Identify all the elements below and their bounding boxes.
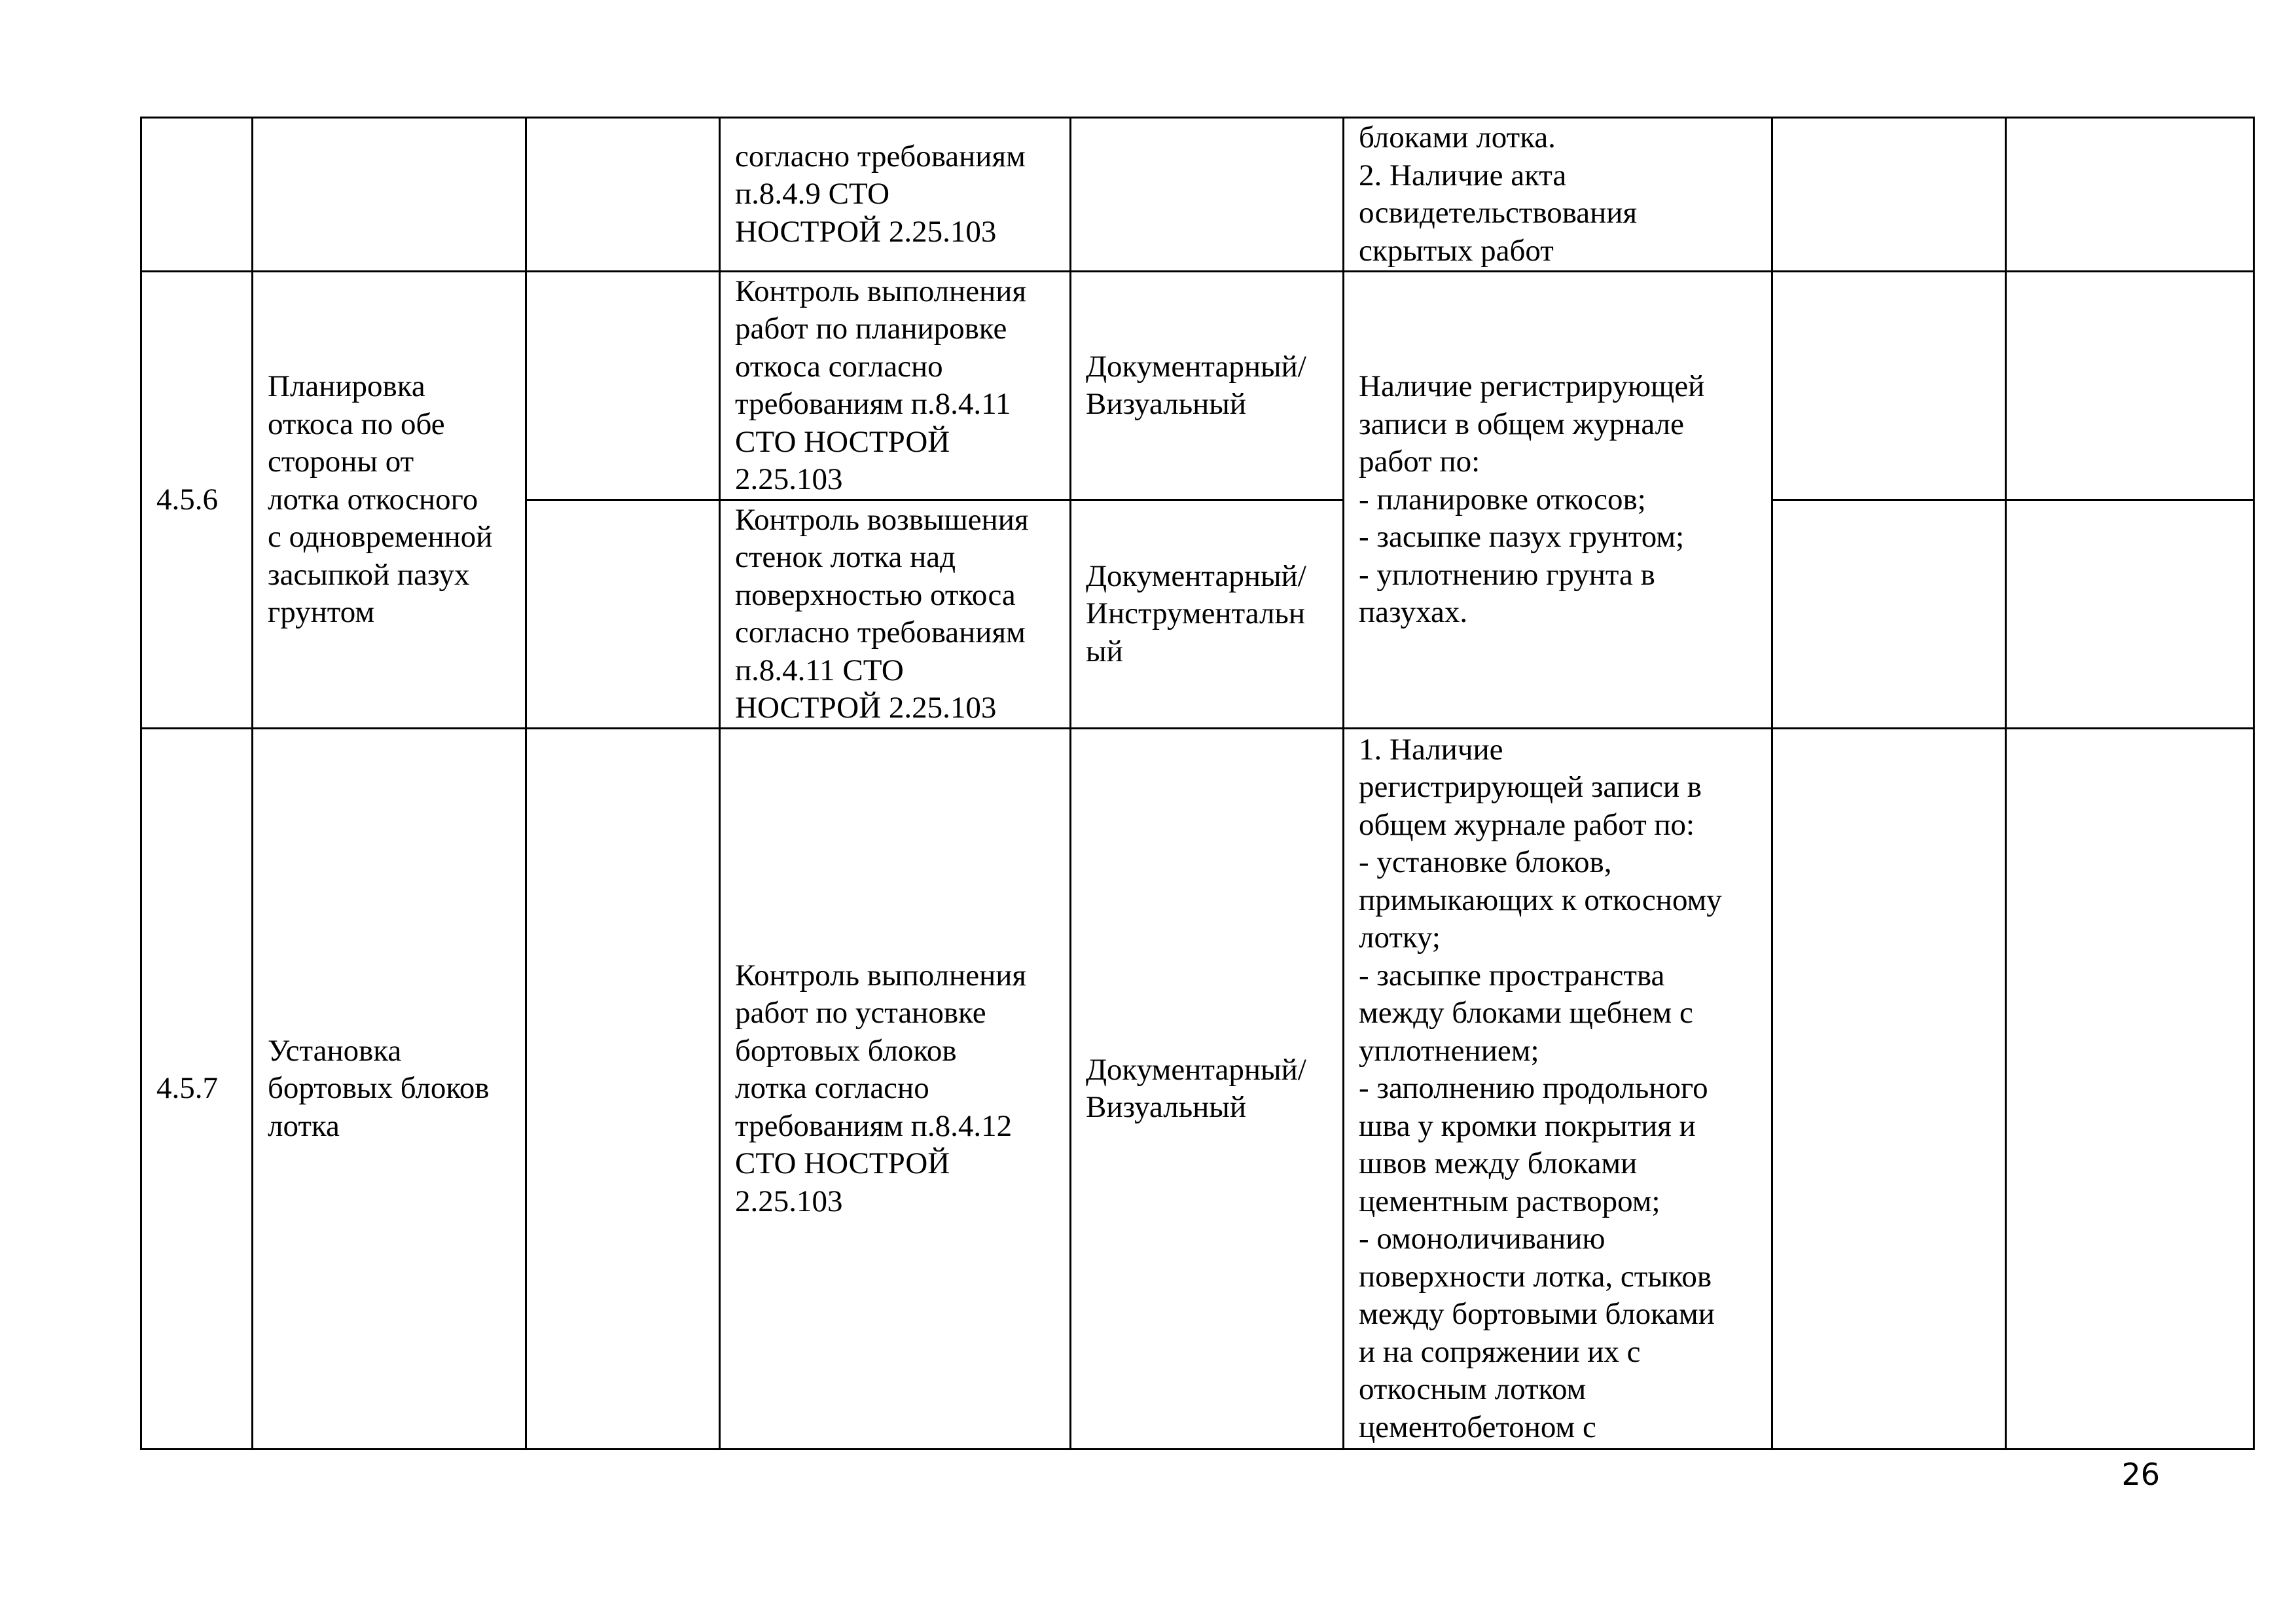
table-row <box>141 272 2254 500</box>
cell-documentation <box>1344 272 1772 729</box>
cell-requirement <box>720 729 1071 1450</box>
item-number: 4.5.7 <box>156 1071 218 1106</box>
cell-stage <box>253 272 526 729</box>
requirement-text: Контроль выполнения работ по установке бортовых блоков лотка согласно требованиям п.8.4.12 СТО НОСТРОЙ 2.25.103 <box>735 958 1026 1218</box>
documentation-text: Наличие регистрирующей записи в общем журнале работ по: - планировке откосов; - засыпке пазух грунтом; - уплотнению грунта в пазухах. <box>1359 369 1705 630</box>
cell-blank <box>1772 118 2006 272</box>
cell-blank <box>2006 272 2254 500</box>
documentation-text: 1. Наличие регистрирующей записи в общем журнале работ по: - установке блоков, примыкающих к откосному лотку; - засыпке пространства между блоками щебнем с уплотнением; - заполнению продольного шва у кромки покрытия и швов между блоками цементным раствором; - омоноличиванию поверхности лотка, стыков между бортовыми блоками и на сопряжении их с откосным лотком цементобетоном с <box>1359 732 1722 1444</box>
cell-blank <box>2006 118 2254 272</box>
requirement-text: согласно требованиям п.8.4.9 СТО НОСТРОЙ 2.25.103 <box>735 139 1026 249</box>
cell-number <box>141 729 253 1450</box>
cell-requirement <box>720 272 1071 500</box>
cell-number <box>141 118 253 272</box>
cell-blank <box>526 118 720 272</box>
cell-blank <box>1772 500 2006 729</box>
method-text: Документарный/ Визуальный <box>1086 1052 1306 1124</box>
stage-text: Планировка откоса по обе стороны от лотка откосного с одновременной засыпкой пазух грунтом <box>268 369 493 630</box>
cell-requirement <box>720 500 1071 729</box>
cell-blank <box>1772 272 2006 500</box>
documentation-text: блоками лотка. 2. Наличие акта освидетельствования скрытых работ <box>1359 120 1638 268</box>
cell-blank <box>526 500 720 729</box>
inspection-table <box>140 117 2255 1450</box>
requirement-text: Контроль возвышения стенок лотка над поверхностью откоса согласно требованиям п.8.4.11 СТО НОСТРОЙ 2.25.103 <box>735 502 1029 725</box>
cell-requirement <box>720 118 1071 272</box>
cell-method <box>1071 729 1344 1450</box>
method-text: Документарный/ Визуальный <box>1086 349 1306 421</box>
cell-stage <box>253 118 526 272</box>
cell-stage <box>253 729 526 1450</box>
cell-blank <box>2006 729 2254 1450</box>
cell-blank <box>526 272 720 500</box>
table-row <box>141 118 2254 272</box>
cell-blank <box>1772 729 2006 1450</box>
table-row <box>141 729 2254 1450</box>
method-text: Документарный/ Инструментальн ый <box>1086 558 1306 668</box>
stage-text: Установка бортовых блоков лотка <box>268 1033 490 1143</box>
cell-blank <box>2006 500 2254 729</box>
cell-blank <box>526 729 720 1450</box>
cell-number <box>141 272 253 729</box>
cell-documentation <box>1344 118 1772 272</box>
item-number: 4.5.6 <box>156 482 218 517</box>
requirement-text: Контроль выполнения работ по планировке откоса согласно требованиям п.8.4.11 СТО НОСТРОЙ 2.25.103 <box>735 274 1026 496</box>
page-number: 26 <box>2121 1457 2160 1492</box>
cell-method <box>1071 272 1344 500</box>
cell-method <box>1071 118 1344 272</box>
cell-documentation <box>1344 729 1772 1450</box>
cell-method <box>1071 500 1344 729</box>
